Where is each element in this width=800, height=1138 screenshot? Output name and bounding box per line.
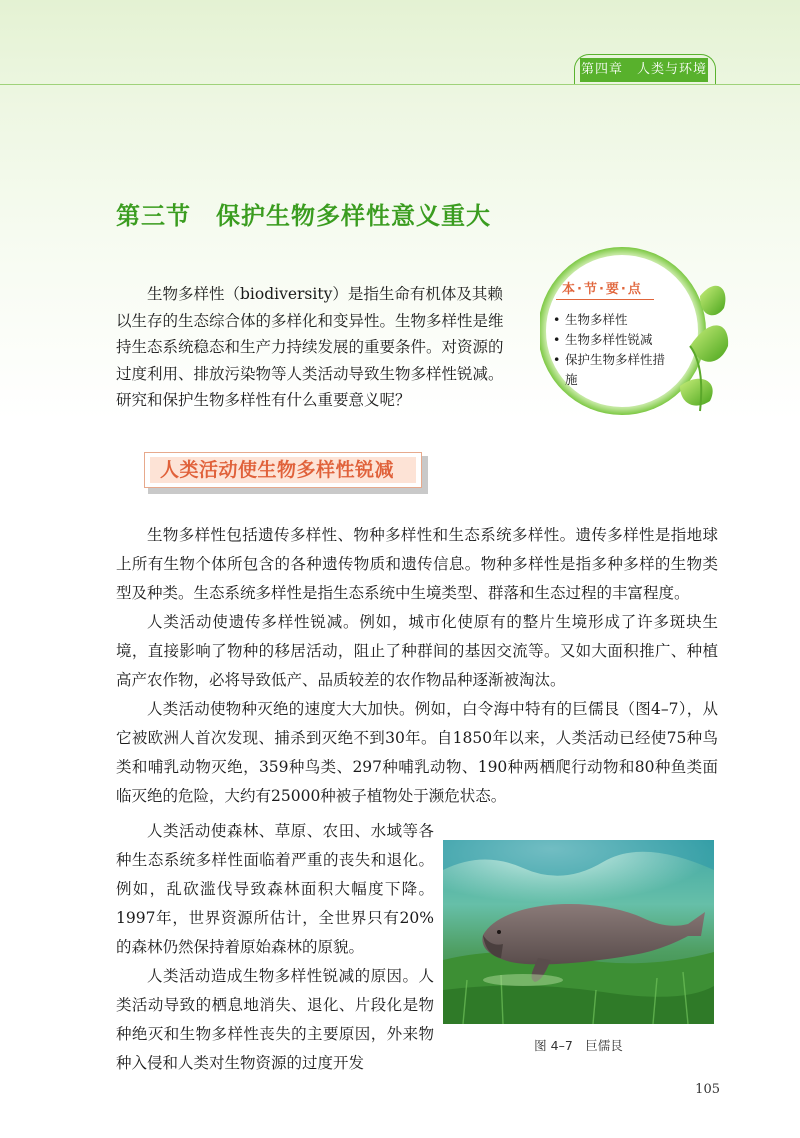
figure-caption: 图 4–7 巨儒艮 (534, 1038, 623, 1053)
key-points-list (553, 310, 665, 390)
body-text (116, 521, 718, 811)
key-point-item: • 生物多样性锐减 (553, 330, 665, 350)
narrow-body-text (116, 817, 434, 1078)
key-point-item: • 生物多样性 (553, 310, 665, 330)
intro-paragraph: 生物多样性（biodiversity）是指生命有机体及其赖以生存的生态综合体的多样化和变异性。生物多样性是维持生态系统稳态和生产力持续发展的重要条件。对资源的过度利用、排放污染物等人类活动导致生物多样性锐减。研究和保护生物多样性有什么重要意义呢？ (116, 285, 504, 409)
body-paragraph: 人类活动造成生物多样性锐减的原因。人类活动导致的栖息地消失、退化、片段化是物种绝灭和生物多样性丧失的主要原因，外来物种入侵和人类对生物资源的过度开发 (116, 967, 434, 1072)
key-points-title: 本·节·要·点 (562, 282, 643, 297)
key-point-item: • 保护生物多样性措施 (553, 350, 665, 390)
body-paragraph: 生物多样性包括遗传多样性、物种多样性和生态系统多样性。遗传多样性是指地球上所有生物个体所包含的各种遗传物质和遗传信息。物种多样性是指多种多样的生物类型及种类。生态系统多样性是指生态系统中生境类型、群落和生态过程的丰富程度。 (116, 526, 718, 602)
section-title: 第三节 保护生物多样性意义重大 (116, 202, 491, 230)
body-paragraph: 人类活动使森林、草原、农田、水域等各种生态系统多样性面临着严重的丧失和退化。例如，乱砍滥伐导致森林面积大幅度下降。1997年，世界资源所估计，全世界只有20%的森林仍然保持着原始森林的原貌。 (116, 822, 434, 956)
key-points-rule (556, 299, 654, 300)
page-number: 105 (695, 1082, 720, 1097)
header-rule (0, 84, 800, 85)
body-paragraph: 人类活动使遗传多样性锐减。例如，城市化使原有的整片生境形成了许多斑块生境，直接影响了物种的移居活动，阻止了种群间的基因交流等。又如大面积推广、种植高产农作物，必将导致低产、品质较差的农作物品种逐渐被淘汰。 (116, 613, 718, 689)
figure-sea-cow (443, 840, 714, 1024)
sea-cow-image-icon (443, 840, 714, 1024)
body-paragraph: 人类活动使物种灭绝的速度大大加快。例如，白令海中特有的巨儒艮（图4–7），从它被欧洲人首次发现、捕杀到灭绝不到30年。自1850年以来，人类活动已经使75种鸟类和哺乳动物灭绝，359种鸟类、297种哺乳动物、190种两栖爬行动物和80种鱼类面临灭绝的危险，大约有25000种被子植物处于濒危状态。 (116, 700, 718, 805)
chapter-label: 第四章 人类与环境 (580, 58, 708, 82)
subheading-text: 人类活动使生物多样性锐减 (160, 459, 395, 481)
